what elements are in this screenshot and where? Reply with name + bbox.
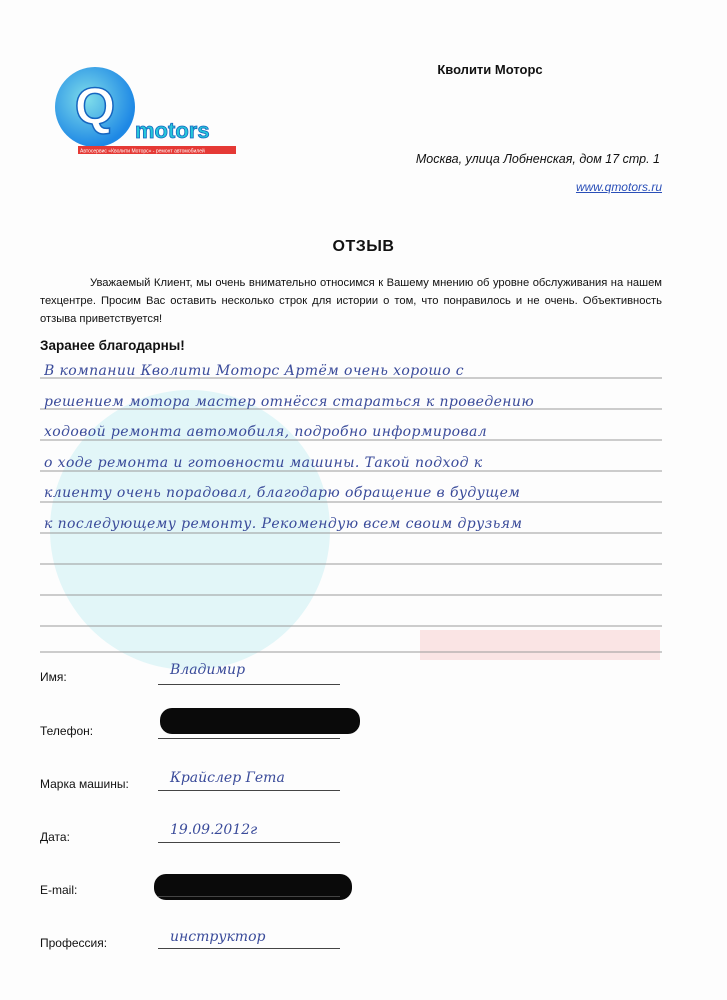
name-label: Имя: [40,670,67,684]
feedback-line: клиенту очень порадовал, благодарю обращение в будущем [44,485,521,501]
thanks-heading: Заранее благодарны! [40,338,185,353]
car-underline [158,790,340,791]
email-underline [158,896,340,897]
logo-tagline: Автосервис «Кволити Моторс» - ремонт автомобилей [80,148,205,155]
name-underline [158,684,340,685]
feedback-line: к последующему ремонту. Рекомендую всем своим друзьям [44,515,523,532]
feedback-line: ходовой ремонта автомобиля, подробно информировал [44,424,488,440]
car-label: Марка машины: [40,777,129,791]
car-value[interactable]: Крайслер Гета [170,770,285,786]
feedback-line: решением мотора мастер отнёсся стараться к проведению [44,393,535,410]
feedback-line: В компании Кволити Моторс Артём очень хорошо с [44,363,465,379]
profession-value[interactable]: инструктор [170,929,266,945]
logo-word: motors [135,118,210,143]
profession-label: Профессия: [40,936,108,950]
date-underline [158,842,340,843]
feedback-line: о ходе ремонта и готовности машины. Такой подход к [44,454,483,471]
qmotors-logo [50,62,250,162]
feedback-handwriting[interactable] [44,356,660,539]
page-title: ОТЗЫВ [332,238,395,255]
intro-text: Уважаемый Клиент, мы очень внимательно относимся к Вашему мнению об уровне обслуживания на нашем техцентре. Просим Вас оставить несколько строк для истории о том, что понравилось и не очень. Объективность отзыва приветствуется! [40,277,662,325]
name-value[interactable]: Владимир [170,662,246,678]
date-label: Дата: [40,830,70,844]
phone-underline [158,738,340,739]
company-website-link[interactable]: www.qmotors.ru [575,180,662,194]
phone-redaction [160,708,360,734]
logo-letter: Q [74,78,116,136]
date-value[interactable]: 19.09.2012г [170,822,258,838]
phone-label: Телефон: [40,724,94,738]
email-label: E-mail: [40,883,78,897]
company-name: Кволити Моторс [437,62,543,77]
profession-underline [158,948,340,949]
company-address: Москва, улица Лобненская, дом 17 стр. 1 [415,152,660,166]
